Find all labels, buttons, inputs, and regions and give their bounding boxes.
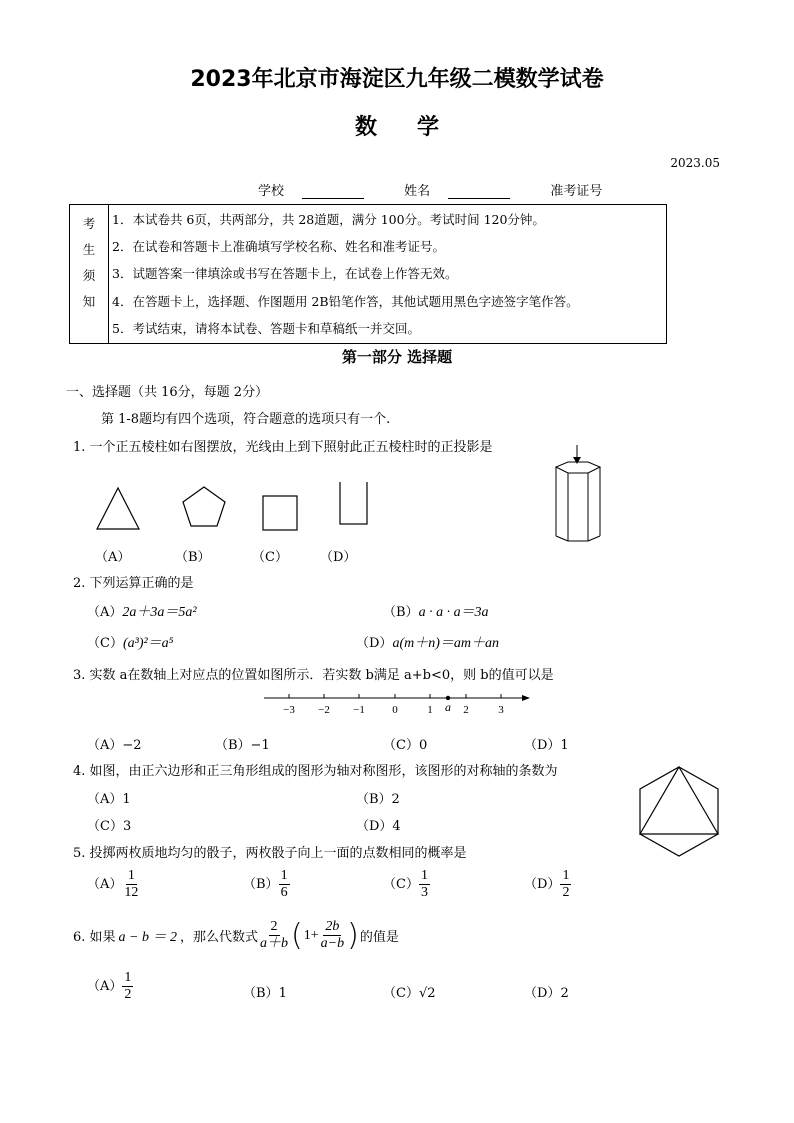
subject-title: 数学	[354, 115, 479, 140]
q2-option-d[interactable]	[356, 632, 499, 652]
exam-id-label: 准考证号	[550, 184, 603, 199]
name-blank[interactable]	[448, 186, 510, 199]
axis-tick-label: 1	[427, 704, 433, 716]
q2-option-b[interactable]	[383, 601, 489, 621]
name-field[interactable]	[404, 184, 528, 199]
section-heading: 一、选择题（共 16分，每题 2分）	[66, 385, 269, 400]
school-field[interactable]	[258, 184, 382, 199]
q2-option-a-expr: 2a＋3a＝5a²	[122, 605, 197, 620]
numerator: 2	[270, 919, 278, 934]
q2-option-c-label: （C）	[87, 636, 123, 651]
q5-option-c[interactable]	[383, 868, 430, 901]
q1-option-b[interactable]: （B）	[175, 550, 211, 565]
q6-stem	[73, 918, 399, 953]
number-line-ticks	[289, 694, 501, 698]
axis-tick-label: −3	[283, 704, 295, 716]
axis-tick-label: 0	[392, 704, 398, 716]
q5-option-d[interactable]	[524, 868, 571, 901]
q6-option-d-value: 2	[560, 986, 569, 1001]
axis-tick-label: 3	[498, 704, 504, 716]
hexagon-shape	[640, 767, 718, 856]
inner-triangle-shape	[640, 767, 718, 834]
notice-label-char: 须	[82, 268, 96, 283]
axis-tick-label: −2	[318, 704, 330, 716]
q2-option-d-label: （D）	[356, 636, 393, 651]
triangle-shape	[97, 488, 139, 529]
q2-option-b-label: （B）	[383, 605, 419, 620]
denominator: 2	[562, 885, 570, 900]
q5-stem: 5. 投掷两枚质地均匀的骰子，两枚骰子向上一面的点数相同的概率是	[73, 846, 467, 861]
numerator: 1	[124, 970, 132, 985]
q6-option-label: （B）	[243, 986, 279, 1001]
fraction	[560, 868, 571, 901]
q3-option-c[interactable]: （C）0	[383, 738, 428, 753]
q2-option-d-expr: a(m＋n)＝am＋an	[392, 636, 499, 651]
notice-item: 4．在答题卡上，选择题、作图题用 2B铅笔作答，其他试题用黑色字迹签字笔作答。	[112, 293, 579, 309]
numerator: 1	[280, 868, 288, 883]
denominator: 12	[124, 885, 139, 900]
section-instruction: 第 1-8题均有四个选项，符合题意的选项只有一个.	[101, 412, 391, 427]
q6-option-c-value: √2	[418, 986, 436, 1001]
q6-fraction-1	[258, 919, 290, 952]
notice-label	[70, 205, 109, 344]
denominator: a−b	[320, 936, 345, 951]
q5-option-label: （C）	[383, 877, 419, 892]
notice-item: 2．在试卷和答题卡上准确填写学校名称、姓名和准考证号。	[112, 239, 445, 255]
q6-option-b[interactable]	[243, 982, 287, 1001]
denominator: a＋b	[260, 936, 289, 951]
axis-tick-label: 2	[463, 704, 469, 716]
q3-option-b[interactable]: （B）−1	[215, 738, 270, 753]
notice-item: 5．考试结束，请将本试卷、答题卡和草稿纸一并交回。	[112, 320, 420, 336]
q2-option-b-expr: a · a · a＝3a	[418, 605, 489, 620]
fraction	[419, 868, 430, 901]
fraction	[279, 868, 290, 901]
pentagonal-prism-figure	[546, 443, 610, 543]
number-line	[260, 688, 540, 718]
q5-option-a[interactable]	[87, 868, 140, 901]
name-label: 姓名	[404, 184, 431, 199]
q3-option-a[interactable]: （A）−2	[87, 738, 142, 753]
q6-stem-mid: ，那么代数式	[180, 930, 259, 945]
fraction	[122, 868, 140, 901]
notice-box	[69, 204, 667, 344]
rectangle-shape	[340, 482, 367, 524]
q1-option-figures	[90, 482, 390, 534]
q2-option-a-label: （A）	[87, 605, 123, 620]
q6-option-c[interactable]	[383, 982, 436, 1001]
denominator: 3	[420, 885, 428, 900]
right-paren: )	[347, 918, 359, 953]
q6-option-d[interactable]	[524, 982, 569, 1001]
school-label: 学校	[258, 184, 285, 199]
left-paren: (	[291, 918, 303, 953]
q2-option-c-expr: (a³)²＝a⁵	[122, 636, 174, 651]
q6-option-label: （C）	[383, 986, 419, 1001]
q1-option-d[interactable]: （D）	[320, 550, 357, 565]
pentagon-shape	[183, 487, 225, 526]
q6-stem-suffix: 的值是	[359, 930, 399, 945]
q6-option-b-value: 1	[278, 986, 287, 1001]
square-shape	[263, 496, 297, 530]
q1-option-c[interactable]: （C）	[252, 550, 288, 565]
q2-option-a[interactable]	[87, 601, 197, 621]
q1-stem: 1. 一个正五棱柱如右图摆放，光线由上到下照射此正五棱柱时的正投影是	[73, 440, 493, 455]
student-info-line	[258, 180, 620, 199]
q4-option-d[interactable]: （D）4	[356, 819, 401, 834]
numerator: 2b	[325, 919, 340, 934]
q5-option-label: （A）	[87, 877, 123, 892]
q6-condition: a − b ＝ 2	[118, 929, 177, 945]
q4-option-a[interactable]: （A）1	[87, 792, 131, 807]
q6-stem-prefix: 6. 如果	[73, 930, 116, 945]
paper-title: 2023年北京市海淀区九年级二模数学试卷	[190, 67, 604, 92]
q5-option-b[interactable]	[243, 868, 290, 901]
notice-label-char: 考	[82, 216, 96, 231]
q2-option-c[interactable]	[87, 632, 174, 652]
q6-option-label: （A）	[87, 979, 123, 994]
denominator: 2	[124, 987, 132, 1002]
q3-stem: 3. 实数 a在数轴上对应点的位置如图所示．若实数 b满足 a+b<0，则 b的值可以是	[73, 668, 554, 683]
denominator: 6	[280, 885, 288, 900]
q3-option-d[interactable]: （D）1	[524, 738, 569, 753]
q5-option-label: （D）	[524, 877, 561, 892]
notice-item: 1．本试卷共 6页，共两部分，共 28道题，满分 100分。考试时间 120分钟。	[112, 212, 545, 227]
q6-option-a[interactable]	[87, 970, 133, 1003]
q2-stem: 2. 下列运算正确的是	[73, 576, 194, 591]
q4-option-b[interactable]: （B）2	[356, 792, 400, 807]
q1-option-a[interactable]: （A）	[95, 550, 131, 565]
q4-option-c[interactable]: （C）3	[87, 819, 132, 834]
axis-tick-label: −1	[353, 704, 365, 716]
q6-fraction-2	[319, 919, 346, 952]
q4-stem: 4. 如图，由正六边形和正三角形组成的图形为轴对称图形，该图形的对称轴的条数为	[73, 764, 558, 779]
q6-option-label: （D）	[524, 986, 561, 1001]
part-one-title: 第一部分 选择题	[341, 348, 453, 366]
exam-date: 2023.05	[670, 156, 720, 170]
numerator: 1	[420, 868, 428, 883]
q6-inner-one: 1+	[303, 927, 319, 943]
point-a-label: a	[445, 700, 451, 714]
numerator: 1	[562, 868, 570, 883]
fraction	[122, 970, 133, 1003]
notice-items	[109, 205, 667, 344]
notice-item: 3．试题答案一律填涂或书写在答题卡上，在试卷上作答无效。	[112, 266, 458, 282]
notice-label-char: 生	[82, 242, 96, 257]
hexagon-triangle-figure	[636, 764, 722, 860]
school-blank[interactable]	[302, 186, 364, 199]
notice-label-char: 知	[82, 294, 96, 309]
numerator: 1	[127, 868, 135, 883]
q5-option-label: （B）	[243, 877, 279, 892]
